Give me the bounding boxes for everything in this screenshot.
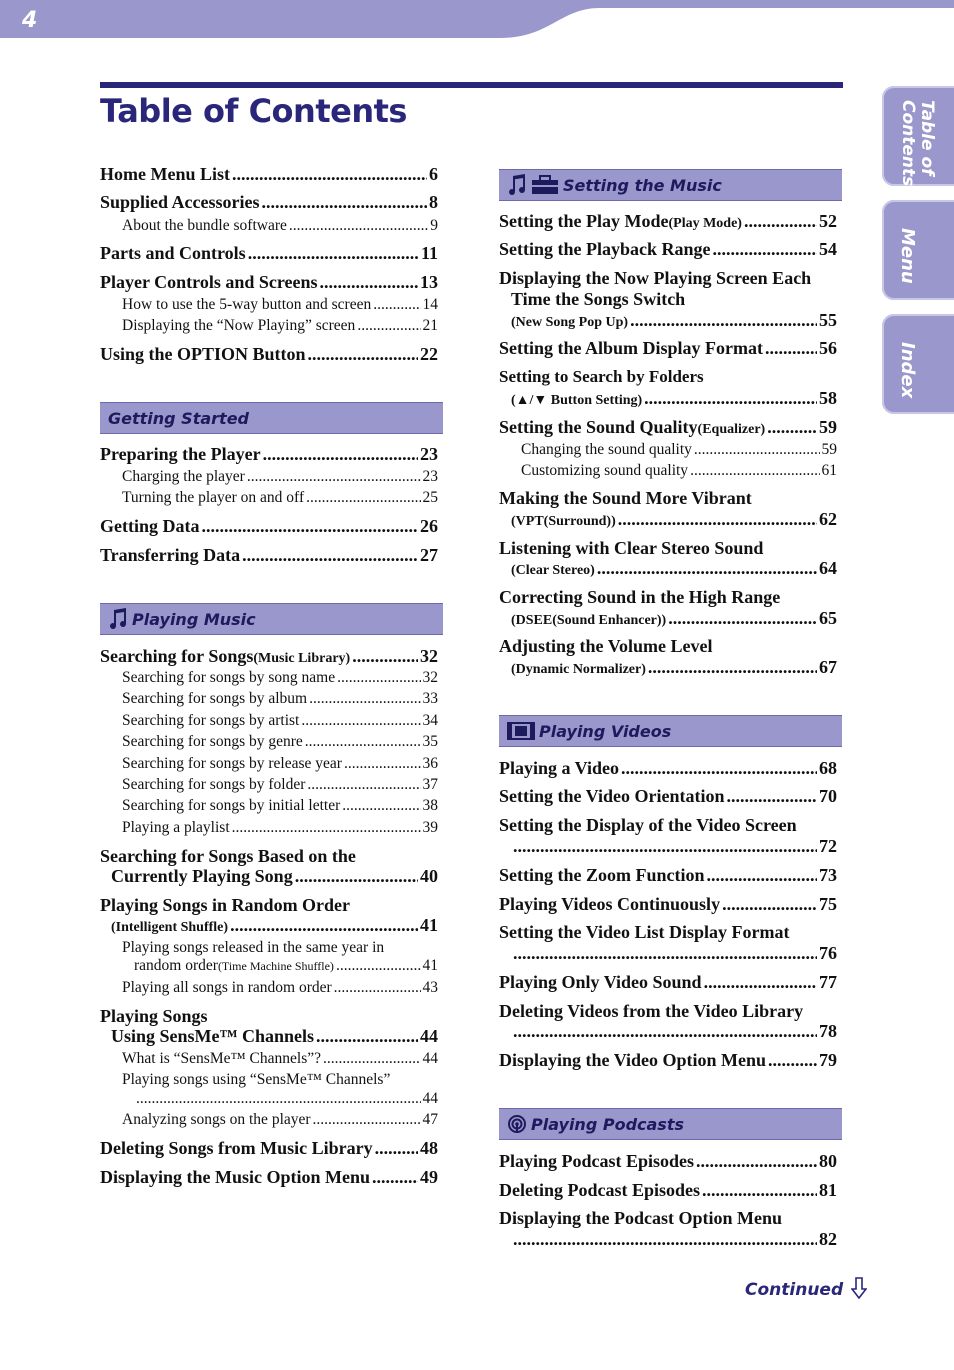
- toc-entry-line[interactable]: Setting the Display of the Video Screen: [499, 815, 797, 835]
- title-rule: [100, 82, 843, 88]
- toc-subentry[interactable]: Turning the player on and off ..... 25: [122, 489, 438, 507]
- toc-subentry[interactable]: Changing the sound quality ..... 59: [521, 441, 837, 459]
- toc-entry[interactable]: Playing Only Video Sound ..... 77: [499, 972, 837, 993]
- toc-entry[interactable]: Preparing the Player ..... 23: [100, 444, 438, 465]
- section-header-playing-music: [100, 603, 443, 635]
- toc-entry-line[interactable]: Playing Songs: [100, 1006, 208, 1026]
- music-note-icon: [108, 607, 128, 631]
- toc-subentry[interactable]: Playing a playlist ..... 39: [122, 819, 438, 837]
- section-title: Getting Started: [108, 408, 249, 428]
- toc-entry[interactable]: (DSEE(Sound Enhancer)) ..... 65: [511, 608, 837, 629]
- top-header-bar: [0, 0, 954, 40]
- toolbox-icon: [531, 175, 559, 195]
- toc-entry[interactable]: Setting the Sound Quality (Equalizer) ..... 59: [499, 417, 837, 438]
- toc-entry[interactable]: ..... 78: [511, 1021, 837, 1042]
- toc-subentry[interactable]: How to use the 5-way button and screen ..... 14: [122, 296, 438, 314]
- page-title: Table of Contents: [100, 92, 407, 130]
- toc-entry-line[interactable]: Displaying the Now Playing Screen Each: [499, 268, 812, 288]
- toc-subentry-line[interactable]: Playing songs using “SensMe™ Channels”: [122, 1071, 391, 1088]
- toc-entry-line[interactable]: Searching for Songs Based on the: [100, 846, 356, 866]
- section-header-playing-videos: [499, 715, 842, 747]
- toc-entry-line[interactable]: Setting the Video List Display Format: [499, 922, 790, 942]
- toc-entry[interactable]: Playing Podcast Episodes ..... 80: [499, 1151, 837, 1172]
- toc-entry-line[interactable]: Listening with Clear Stereo Sound: [499, 538, 764, 558]
- toc-subentry[interactable]: Searching for songs by folder ..... 37: [122, 776, 438, 794]
- toc-entry[interactable]: Playing a Video ..... 68: [499, 758, 837, 779]
- arrow-down-icon: [851, 1277, 867, 1299]
- toc-entry[interactable]: Setting the Zoom Function ..... 73: [499, 865, 837, 886]
- toc-entry[interactable]: (Intelligent Shuffle) ..... 41: [111, 915, 438, 936]
- toc-entry[interactable]: (▲/▼ Button Setting) ..... 58: [511, 388, 837, 409]
- toc-entry-line[interactable]: Adjusting the Volume Level: [499, 636, 713, 656]
- toc-entry-line[interactable]: Displaying the Podcast Option Menu: [499, 1208, 783, 1228]
- toc-entry[interactable]: Displaying the Video Option Menu ..... 79: [499, 1050, 837, 1071]
- toc-entry[interactable]: Parts and Controls ..... 11: [100, 243, 438, 264]
- toc-entry[interactable]: (Clear Stereo) ..... 64: [511, 558, 837, 579]
- toc-subentry[interactable]: What is “SensMe™ Channels”? ..... 44: [122, 1050, 438, 1068]
- toc-entry[interactable]: Supplied Accessories ..... 8: [100, 192, 438, 213]
- toc-subentry-line[interactable]: Playing songs released in the same year in: [122, 939, 385, 956]
- toc-entry[interactable]: Playing Videos Continuously ..... 75: [499, 894, 837, 915]
- toc-entry[interactable]: Using SensMe™ Channels ..... 44: [111, 1026, 438, 1047]
- toc-subentry[interactable]: Customizing sound quality ..... 61: [521, 462, 837, 480]
- toc-entry[interactable]: Deleting Songs from Music Library ..... 48: [100, 1138, 438, 1159]
- toc-entry-line[interactable]: Time the Songs Switch: [511, 289, 686, 309]
- toc-subentry[interactable]: Searching for songs by song name ..... 32: [122, 669, 438, 687]
- toc-entry-line[interactable]: Deleting Videos from the Video Library: [499, 1001, 804, 1021]
- music-note-icon: [507, 173, 527, 197]
- tab-label: Menu: [897, 228, 918, 284]
- toc-entry[interactable]: (VPT(Surround)) ..... 62: [511, 509, 837, 530]
- section-header-getting-started: [100, 402, 443, 434]
- podcast-icon: [507, 1114, 527, 1134]
- tab-label: Table of Contents: [898, 100, 937, 187]
- toc-subentry[interactable]: Displaying the “Now Playing” screen ..... 21: [122, 317, 438, 335]
- toc-entry[interactable]: Home Menu List ..... 6: [100, 164, 438, 185]
- section-title: Playing Music: [132, 609, 256, 629]
- toc-entry[interactable]: Setting the Playback Range ..... 54: [499, 239, 837, 260]
- toc-entry[interactable]: Player Controls and Screens ..... 13: [100, 272, 438, 293]
- section-title: Playing Podcasts: [531, 1114, 684, 1134]
- tab-label: Index: [897, 342, 918, 399]
- toc-entry[interactable]: Setting the Play Mode (Play Mode) ..... 52: [499, 211, 837, 232]
- toc-entry[interactable]: Deleting Podcast Episodes ..... 81: [499, 1180, 837, 1201]
- toc-entry[interactable]: Transferring Data ..... 27: [100, 545, 438, 566]
- toc-entry[interactable]: Searching for Songs (Music Library) ..... 32: [100, 646, 438, 667]
- section-header-setting-the-music: [499, 169, 842, 201]
- toc-subentry[interactable]: random order (Time Machine Shuffle) ..... 41: [134, 957, 438, 975]
- page-number: 4: [22, 8, 38, 33]
- toc-entry-line[interactable]: Making the Sound More Vibrant: [499, 488, 752, 508]
- continued-label: Continued: [745, 1280, 844, 1300]
- toc-subentry[interactable]: Searching for songs by album ..... 33: [122, 690, 438, 708]
- toc-subentry[interactable]: Playing all songs in random order ..... 43: [122, 979, 438, 997]
- film-strip-icon: [507, 722, 535, 740]
- section-header-playing-podcasts: [499, 1108, 842, 1140]
- section-title: Playing Videos: [539, 721, 672, 741]
- toc-entry[interactable]: (New Song Pop Up) ..... 55: [511, 310, 837, 331]
- toc-subentry[interactable]: Searching for songs by artist ..... 34: [122, 712, 438, 730]
- toc-subentry[interactable]: Charging the player ..... 23: [122, 468, 438, 486]
- toc-subentry[interactable]: ..... 44: [134, 1090, 438, 1108]
- toc-entry[interactable]: Setting the Album Display Format ..... 56: [499, 338, 837, 359]
- toc-entry[interactable]: ..... 72: [511, 836, 837, 857]
- toc-entry[interactable]: ..... 82: [511, 1229, 837, 1250]
- tab-index[interactable]: [882, 314, 954, 414]
- toc-entry[interactable]: (Dynamic Normalizer) ..... 67: [511, 657, 837, 678]
- toc-subentry[interactable]: Searching for songs by initial letter ..... 38: [122, 797, 438, 815]
- toc-entry[interactable]: Using the OPTION Button ..... 22: [100, 344, 438, 365]
- toc-subentry[interactable]: Searching for songs by release year ..... 36: [122, 755, 438, 773]
- toc-entry-line[interactable]: Setting to Search by Folders: [499, 367, 704, 386]
- toc-entry[interactable]: Setting the Video Orientation ..... 70: [499, 786, 837, 807]
- continued-link[interactable]: [745, 1277, 867, 1300]
- toc-entry-line[interactable]: Correcting Sound in the High Range: [499, 587, 781, 607]
- toc-subentry[interactable]: About the bundle software ..... 9: [122, 217, 438, 235]
- toc-entry[interactable]: ..... 76: [511, 943, 837, 964]
- toc-entry[interactable]: Getting Data ..... 26: [100, 516, 438, 537]
- tab-menu[interactable]: [882, 200, 954, 300]
- toc-entry-line[interactable]: Playing Songs in Random Order: [100, 895, 351, 915]
- toc-subentry[interactable]: Analyzing songs on the player ..... 47: [122, 1111, 438, 1129]
- toc-subentry[interactable]: Searching for songs by genre ..... 35: [122, 733, 438, 751]
- toc-entry[interactable]: Displaying the Music Option Menu ..... 49: [100, 1167, 438, 1188]
- toc-entry[interactable]: Currently Playing Song ..... 40: [111, 866, 438, 887]
- tab-table-of-contents[interactable]: [882, 86, 954, 186]
- section-title: Setting the Music: [563, 175, 722, 195]
